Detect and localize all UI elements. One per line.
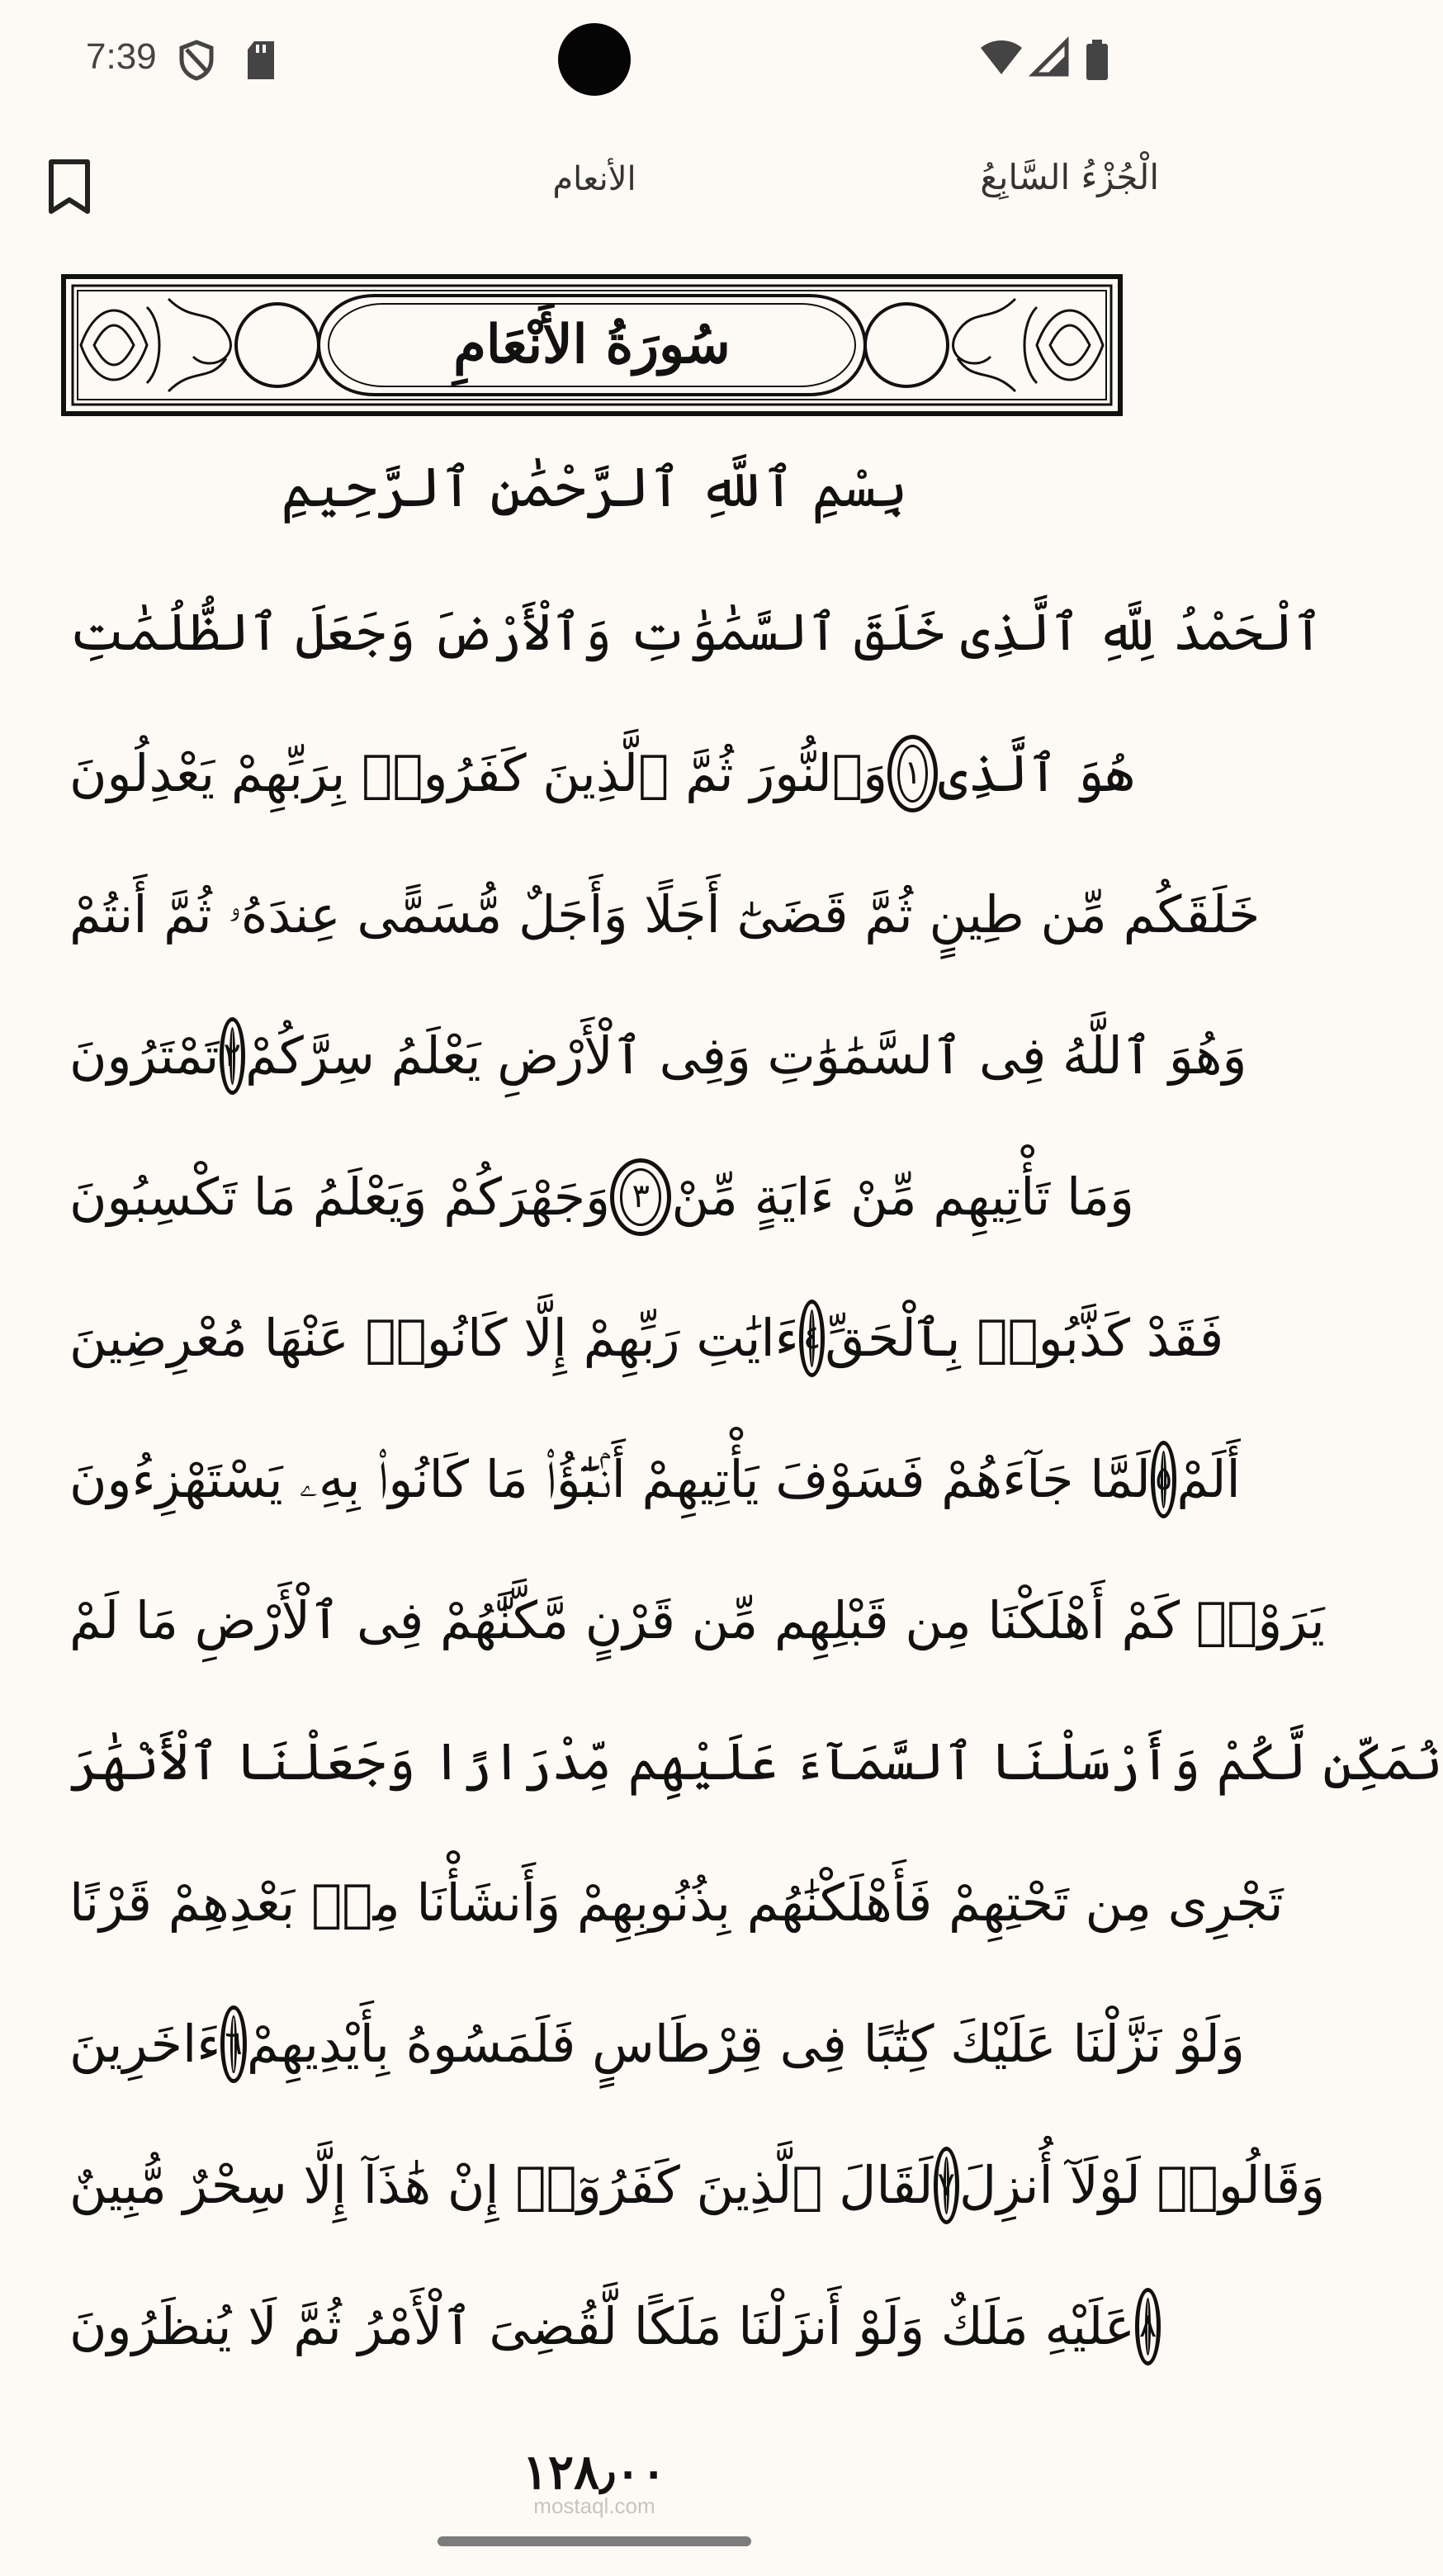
basmala: بِسْمِ ٱللَّهِ ٱلرَّحْمَٰنِ ٱلرَّحِيمِ [281, 456, 908, 519]
verse-line [69, 703, 1134, 844]
verse-line [69, 561, 1323, 703]
verse-text: وَٱلنُّورَ ثُمَّ ٱلَّذِينَ كَفَرُوا۟ بِرَبِّهِمْ يَعْدِلُونَ [69, 743, 888, 803]
verse-text: وَلَوْ نَزَّلْنَا عَلَيْكَ كِتَٰبًا فِى قِرْطَاسٍ فَلَمَسُوهُ بِأَيْدِيهِمْ [246, 2014, 1245, 2074]
surah-name: الأنعام [552, 160, 636, 198]
surah-title: سُورَةُ الأَنْعَامِ [453, 314, 731, 376]
ayah-marker[interactable]: ٨ [1135, 2288, 1161, 2365]
ayah-marker[interactable]: ٤ [799, 1300, 825, 1377]
verse-text: نُمَكِّن لَّكُمْ وَأَرْسَلْنَا ٱلسَّمَآءَ عَلَيْهِم مِّدْرَارًا وَجَعَلْنَا ٱلْأَنْهَٰرَ [69, 1731, 1443, 1792]
verse-text: يَرَوْا۟ كَمْ أَهْلَكْنَا مِن قَبْلِهِم مِّن قَرْنٍ مَّكَّنَّٰهُمْ فِى ٱلْأَرْضِ مَا لَمْ [69, 1590, 1325, 1650]
verse-text: خَلَقَكُم مِّن طِينٍ ثُمَّ قَضَىٰٓ أَجَلًا وَأَجَلٌ مُّسَمًّى عِندَهُۥ ثُمَّ أَنتُمْ [69, 884, 1261, 945]
verse-text: فَقَدْ كَذَّبُوا۟ بِٱلْحَقِّ [825, 1308, 1224, 1368]
ayah-marker[interactable]: ٥ [1151, 1441, 1176, 1518]
battery-icon [1085, 40, 1109, 81]
verse-text: لَمَّا جَآءَهُمْ فَسَوْفَ يَأْتِيهِمْ أَنۢبَٰٓؤُا۟ مَا كَانُوا۟ بِهِۦ يَسْتَهْزِءُونَ [69, 1449, 1151, 1509]
verse-line [69, 1973, 1245, 2114]
shield-icon [178, 40, 215, 81]
verse-text: أَلَمْ [1176, 1449, 1241, 1509]
camera-cutout [558, 23, 631, 96]
verses-block [69, 561, 1443, 2397]
verse-line [69, 1691, 1443, 1832]
page-header [0, 140, 1189, 239]
verse-text: ٱلْحَمْدُ لِلَّهِ ٱلَّذِى خَلَقَ ٱلسَّمَٰوَٰتِ وَٱلْأَرْضَ وَجَعَلَ ٱلظُّلُمَٰتِ [69, 602, 1323, 662]
verse-line [69, 1409, 1241, 1550]
ayah-marker[interactable]: ٦ [220, 2005, 246, 2083]
ayah-marker[interactable]: ٣ [610, 1158, 671, 1236]
home-indicator[interactable] [438, 2536, 751, 2546]
ayah-marker[interactable]: ٢ [220, 1017, 245, 1095]
status-bar [0, 0, 1189, 124]
juz-name: الْجُزْءُ السَّابِعُ [980, 157, 1159, 197]
ayah-marker[interactable]: ١ [887, 735, 938, 812]
verse-text: تَمْتَرُونَ [69, 1025, 220, 1086]
verse-text: وَمَا تَأْتِيهِم مِّنْ ءَايَةٍ مِّنْ [671, 1167, 1134, 1227]
verse-line [69, 844, 1261, 985]
wifi-icon [979, 40, 1024, 76]
verse-text: وَجَهْرَكُمْ وَيَعْلَمُ مَا تَكْسِبُونَ [69, 1167, 611, 1227]
verse-line [69, 2114, 1326, 2256]
watermark: mostaql.com [533, 2493, 655, 2518]
verse-text: عَلَيْهِ مَلَكٌ وَلَوْ أَنزَلْنَا مَلَكًا لَّقُضِىَ ٱلْأَمْرُ ثُمَّ لَا يُنظَرُونَ [69, 2296, 1135, 2356]
verse-line [69, 1550, 1325, 1691]
surah-title-frame [61, 274, 1123, 416]
bookmark-icon[interactable] [46, 159, 92, 216]
verse-line [69, 2256, 1157, 2397]
verse-text: تَجْرِى مِن تَحْتِهِمْ فَأَهْلَكْنَٰهُم بِذُنُوبِهِمْ وَأَنشَأْنَا مِنۢ بَعْدِهِمْ قَرْنًا [69, 1873, 1284, 1933]
verse-text: ءَاخَرِينَ [69, 2014, 221, 2074]
verse-text: وَهُوَ ٱللَّهُ فِى ٱلسَّمَٰوَٰتِ وَفِى ٱلْأَرْضِ يَعْلَمُ سِرَّكُمْ [244, 1025, 1247, 1086]
verse-line [69, 985, 1247, 1126]
verse-line [69, 1832, 1284, 1973]
verse-text: ءَايَٰتِ رَبِّهِمْ إِلَّا كَانُوا۟ عَنْهَا مُعْرِضِينَ [69, 1308, 799, 1368]
verse-text: وَقَالُوا۟ لَوْلَآ أُنزِلَ [958, 2155, 1326, 2215]
verse-text: هُوَ ٱلَّذِى [938, 743, 1134, 803]
sd-card-icon [244, 40, 277, 81]
verse-text: لَقَالَ ٱلَّذِينَ كَفَرُوٓا۟ إِنْ هَٰذَآ إِلَّا سِحْرٌ مُّبِينٌ [69, 2155, 934, 2215]
ornament-frame-icon [61, 274, 1123, 416]
verse-line [69, 1267, 1224, 1409]
verse-line [69, 1126, 1134, 1267]
page-number: ١٢٨٫٠٠ [522, 2444, 667, 2500]
signal-icon [1032, 40, 1068, 76]
ayah-marker[interactable]: ٧ [934, 2147, 959, 2224]
status-time: 7:39 [86, 36, 157, 77]
